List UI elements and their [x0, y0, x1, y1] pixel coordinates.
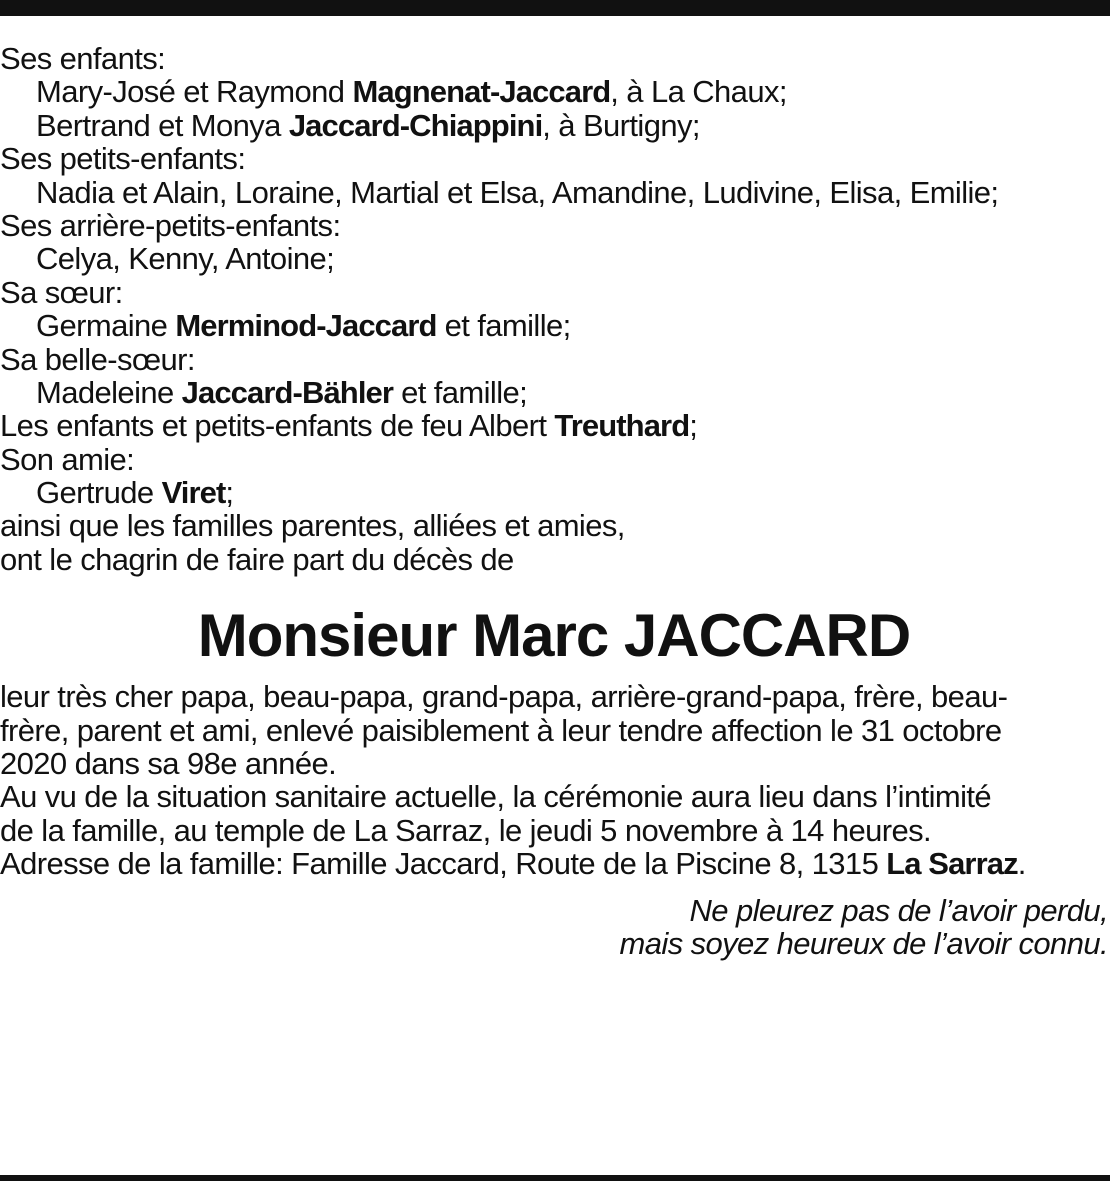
bottom-rule [0, 1175, 1110, 1181]
sister-heading: Sa sœur: [0, 274, 123, 310]
sisterinlaw-heading: Sa belle-sœur: [0, 341, 195, 377]
child-entry-2: Bertrand et Monya Jaccard-Chiappini, à Burtigny; [36, 107, 700, 143]
child-entry-1: Mary-José et Raymond Magnenat-Jaccard, à La Chaux; [36, 74, 787, 110]
sister-surname: Merminod-Jaccard [175, 308, 437, 344]
tribute-line-2: frère, parent et ami, enlevé paisiblement à leur tendre affection le 31 octobre [0, 712, 1002, 748]
albert-family-entry: Les enfants et petits-enfants de feu Albert Treuthard; [0, 408, 698, 444]
announcement-line: ont le chagrin de faire part du décès de [0, 541, 514, 577]
greatgrandchildren-heading: Ses arrière-petits-enfants: [0, 207, 341, 243]
tribute-line-3: 2020 dans sa 98e année. [0, 746, 337, 782]
tribute-line-1: leur très cher papa, beau-papa, grand-papa, arrière-grand-papa, frère, beau- [0, 679, 1008, 715]
obituary-notice [0, 42, 1108, 960]
ceremony-line-2: de la famille, au temple de La Sarraz, le jeudi 5 novembre à 14 heures. [0, 812, 932, 848]
ceremony-line-1: Au vu de la situation sanitaire actuelle, la cérémonie aura lieu dans l’intimité [0, 779, 992, 815]
families-line: ainsi que les familles parentes, alliées et amies, [0, 508, 625, 544]
friend-heading: Son amie: [0, 441, 135, 477]
family-address: Adresse de la famille: Famille Jaccard, Route de la Piscine 8, 1315 La Sarraz. [0, 846, 1026, 882]
grandchildren-heading: Ses petits-enfants: [0, 141, 246, 177]
albert-surname: Treuthard [554, 408, 690, 444]
greatgrandchildren-list: Celya, Kenny, Antoine; [36, 241, 335, 277]
sister-entry: Germaine Merminod-Jaccard et famille; [36, 308, 571, 344]
children-heading: Ses enfants: [0, 41, 166, 76]
closing-quote [0, 894, 1108, 961]
address-city: La Sarraz [886, 846, 1018, 882]
child2-surname: Jaccard-Chiappini [288, 107, 543, 143]
tribute-paragraph [0, 680, 1108, 880]
friend-surname: Viret [161, 475, 226, 511]
quote-line-1: Ne pleurez pas de l’avoir perdu, [689, 892, 1108, 928]
deceased-name: Monsieur Marc JACCARD [197, 602, 911, 670]
top-rule [0, 0, 1110, 16]
sisterinlaw-surname: Jaccard-Bähler [181, 374, 394, 410]
friend-entry: Gertrude Viret; [36, 475, 234, 511]
child1-surname: Magnenat-Jaccard [352, 74, 611, 110]
grandchildren-list: Nadia et Alain, Loraine, Martial et Elsa, Amandine, Ludivine, Elisa, Emilie; [36, 174, 999, 210]
sisterinlaw-entry: Madeleine Jaccard-Bähler et famille; [36, 374, 528, 410]
quote-line-2: mais soyez heureux de l’avoir connu. [619, 925, 1108, 961]
